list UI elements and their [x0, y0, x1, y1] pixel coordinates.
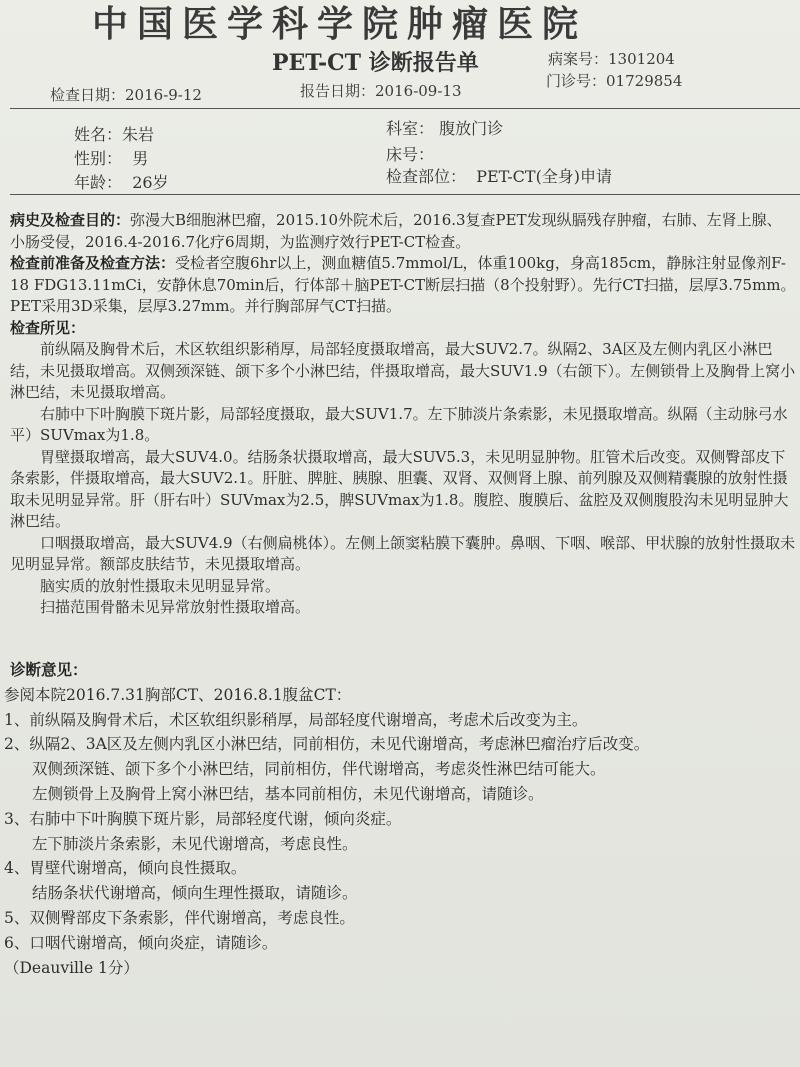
history-label: 病史及检查目的： — [10, 211, 131, 229]
exam-date-label: 检查日期： — [50, 86, 126, 104]
findings-paragraph: 右肺中下叶胸膜下斑片影，局部轻度摄取，最大SUV1.7。左下肺淡片条索影，未见摄取增高。纵隔（主动脉弓水平）SUVmax为1.8。 — [10, 404, 788, 444]
clinic-number-value: 01729854 — [606, 72, 683, 90]
history-text: 弥漫大B细胞淋巴瘤，2015.10外院术后，2016.3复查PET发现纵膈残存肿瘤，右肺、左肾上腺、小肠受侵，2016.4-2016.7化疗6周期，为监测疗效行PET-CT检查。 — [10, 211, 782, 251]
diagnosis-line: 左侧锁骨上及胸骨上窝小淋巴结，基本同前相仿，未见代谢增高，请随诊。 — [32, 784, 544, 803]
report-date — [300, 80, 462, 101]
bed-number-label: 床号： — [386, 145, 435, 164]
diagnosis-line: 6、口咽代谢增高，倾向炎症，请随诊。 — [4, 933, 278, 952]
exam-date — [50, 84, 202, 105]
exam-site-value: PET-CT(全身)申请 — [476, 167, 613, 186]
patient-name-label: 姓名： — [74, 125, 123, 144]
department — [386, 116, 503, 139]
patient-sex-label: 性别： — [74, 149, 123, 168]
diagnosis-section — [4, 658, 800, 980]
diagnosis-line: 2、纵隔2、3A区及左侧内乳区小淋巴结，同前相仿，未见代谢增高，考虑淋巴瘤治疗后改变。 — [4, 735, 650, 754]
history-section — [10, 210, 796, 619]
findings-paragraph: 脑实质的放射性摄取未见明显异常。 — [40, 576, 281, 595]
hospital-name: 中国医学科学院肿瘤医院 — [92, 3, 588, 45]
bed-number — [386, 142, 434, 165]
patient-age-value: 26岁 — [132, 173, 169, 192]
findings-label: 检查所见： — [10, 318, 86, 337]
header-rule — [10, 108, 800, 109]
department-value: 腹放门诊 — [439, 119, 504, 138]
findings-paragraph: 前纵隔及胸骨术后，术区软组织影稍厚，局部轻度摄取增高，最大SUV2.7。纵隔2、3A区及左侧内乳区小淋巴结，未见摄取增高。双侧颈深链、颌下多个小淋巴结，伴摄取增高，最大SUV1.9（右颌下）。左侧锁骨上及胸骨上窝小淋巴结，未见摄取增高。 — [10, 340, 796, 401]
prep-text: 受检者空腹6hr以上，测血糖值5.7mmol/L，体重100kg，身高185cm，静脉注射显像剂F-18 FDG13.11mCi，安静休息70min后，行体部＋脑PET-CT断层扫描（8个投射野）。先行CT扫描，层厚3.75mm。PET采用3D采集，层厚3.27mm。并行胸部屏气CT扫描。 — [10, 254, 796, 315]
diagnosis-line: 左下肺淡片条索影，未见代谢增高，考虑良性。 — [32, 834, 358, 853]
diagnosis-intro: 参阅本院2016.7.31胸部CT、2016.8.1腹盆CT： — [4, 685, 352, 704]
diagnosis-line: 双侧颈深链、颌下多个小淋巴结，同前相仿，伴代谢增高，考虑炎性淋巴结可能大。 — [32, 760, 606, 779]
report-title: PET-CT 诊断报告单 — [272, 50, 479, 76]
clinic-number-label: 门诊号： — [546, 72, 607, 90]
findings-paragraph: 扫描范围骨骼未见异常放射性摄取增高。 — [40, 598, 311, 616]
patient-age — [74, 170, 169, 193]
patient-rule — [10, 194, 800, 195]
findings-paragraph: 口咽摄取增高，最大SUV4.9（右侧扁桃体）。左侧上颌窦粘膜下囊肿。鼻咽、下咽、喉部、甲状腺的放射性摄取未见明显异常。额部皮肤结节，未见摄取增高。 — [10, 533, 796, 573]
patient-name-value: 朱岩 — [122, 125, 155, 144]
exam-site-label: 检查部位： — [386, 167, 467, 186]
prep-label: 检查前准备及检查方法： — [10, 254, 176, 272]
patient-age-label: 年龄： — [74, 173, 123, 192]
findings-paragraph: 胃壁摄取增高，最大SUV4.0。结肠条状摄取增高，最大SUV5.3，未见明显肿物。肛管术后改变。双侧臀部皮下条索影，伴摄取增高，最大SUV2.1。肝脏、脾脏、胰腺、胆囊、双肾、双侧肾上腺、前列腺及双侧精囊腺的放射性摄取未见明显异常。肝（肝右叶）SUVmax为2.5，脾SUVmax为1.8。腹腔、腹膜后、盆腔及双侧腹股沟未见明显肿大淋巴结。 — [10, 447, 789, 530]
case-number-label: 病案号： — [548, 50, 609, 68]
diagnosis-line: 5、双侧臀部皮下条索影，伴代谢增高，考虑良性。 — [4, 908, 355, 927]
diagnosis-line: 3、右肺中下叶胸膜下斑片影，局部轻度代谢，倾向炎症。 — [4, 809, 402, 828]
diagnosis-line: 1、前纵隔及胸骨术后，术区软组织影稍厚，局部轻度代谢增高，考虑术后改变为主。 — [4, 710, 588, 729]
patient-sex — [74, 146, 148, 169]
case-number-value: 1301204 — [608, 50, 675, 68]
diagnosis-line: 4、胃壁代谢增高，倾向良性摄取。 — [4, 859, 247, 878]
deauville-score: （Deauville 1分） — [4, 958, 139, 977]
patient-sex-value: 男 — [132, 149, 149, 168]
diagnosis-line: 结肠条状代谢增高，倾向生理性摄取，请随诊。 — [32, 884, 358, 903]
patient-name — [74, 122, 154, 145]
department-label: 科室： — [386, 119, 435, 138]
clinic-number — [546, 70, 682, 91]
exam-date-value: 2016-9-12 — [125, 86, 202, 104]
exam-site — [386, 164, 612, 187]
case-number — [548, 48, 675, 69]
report-date-label: 报告日期： — [300, 82, 376, 100]
diagnosis-label: 诊断意见： — [10, 660, 88, 679]
report-date-value: 2016-09-13 — [375, 82, 462, 100]
